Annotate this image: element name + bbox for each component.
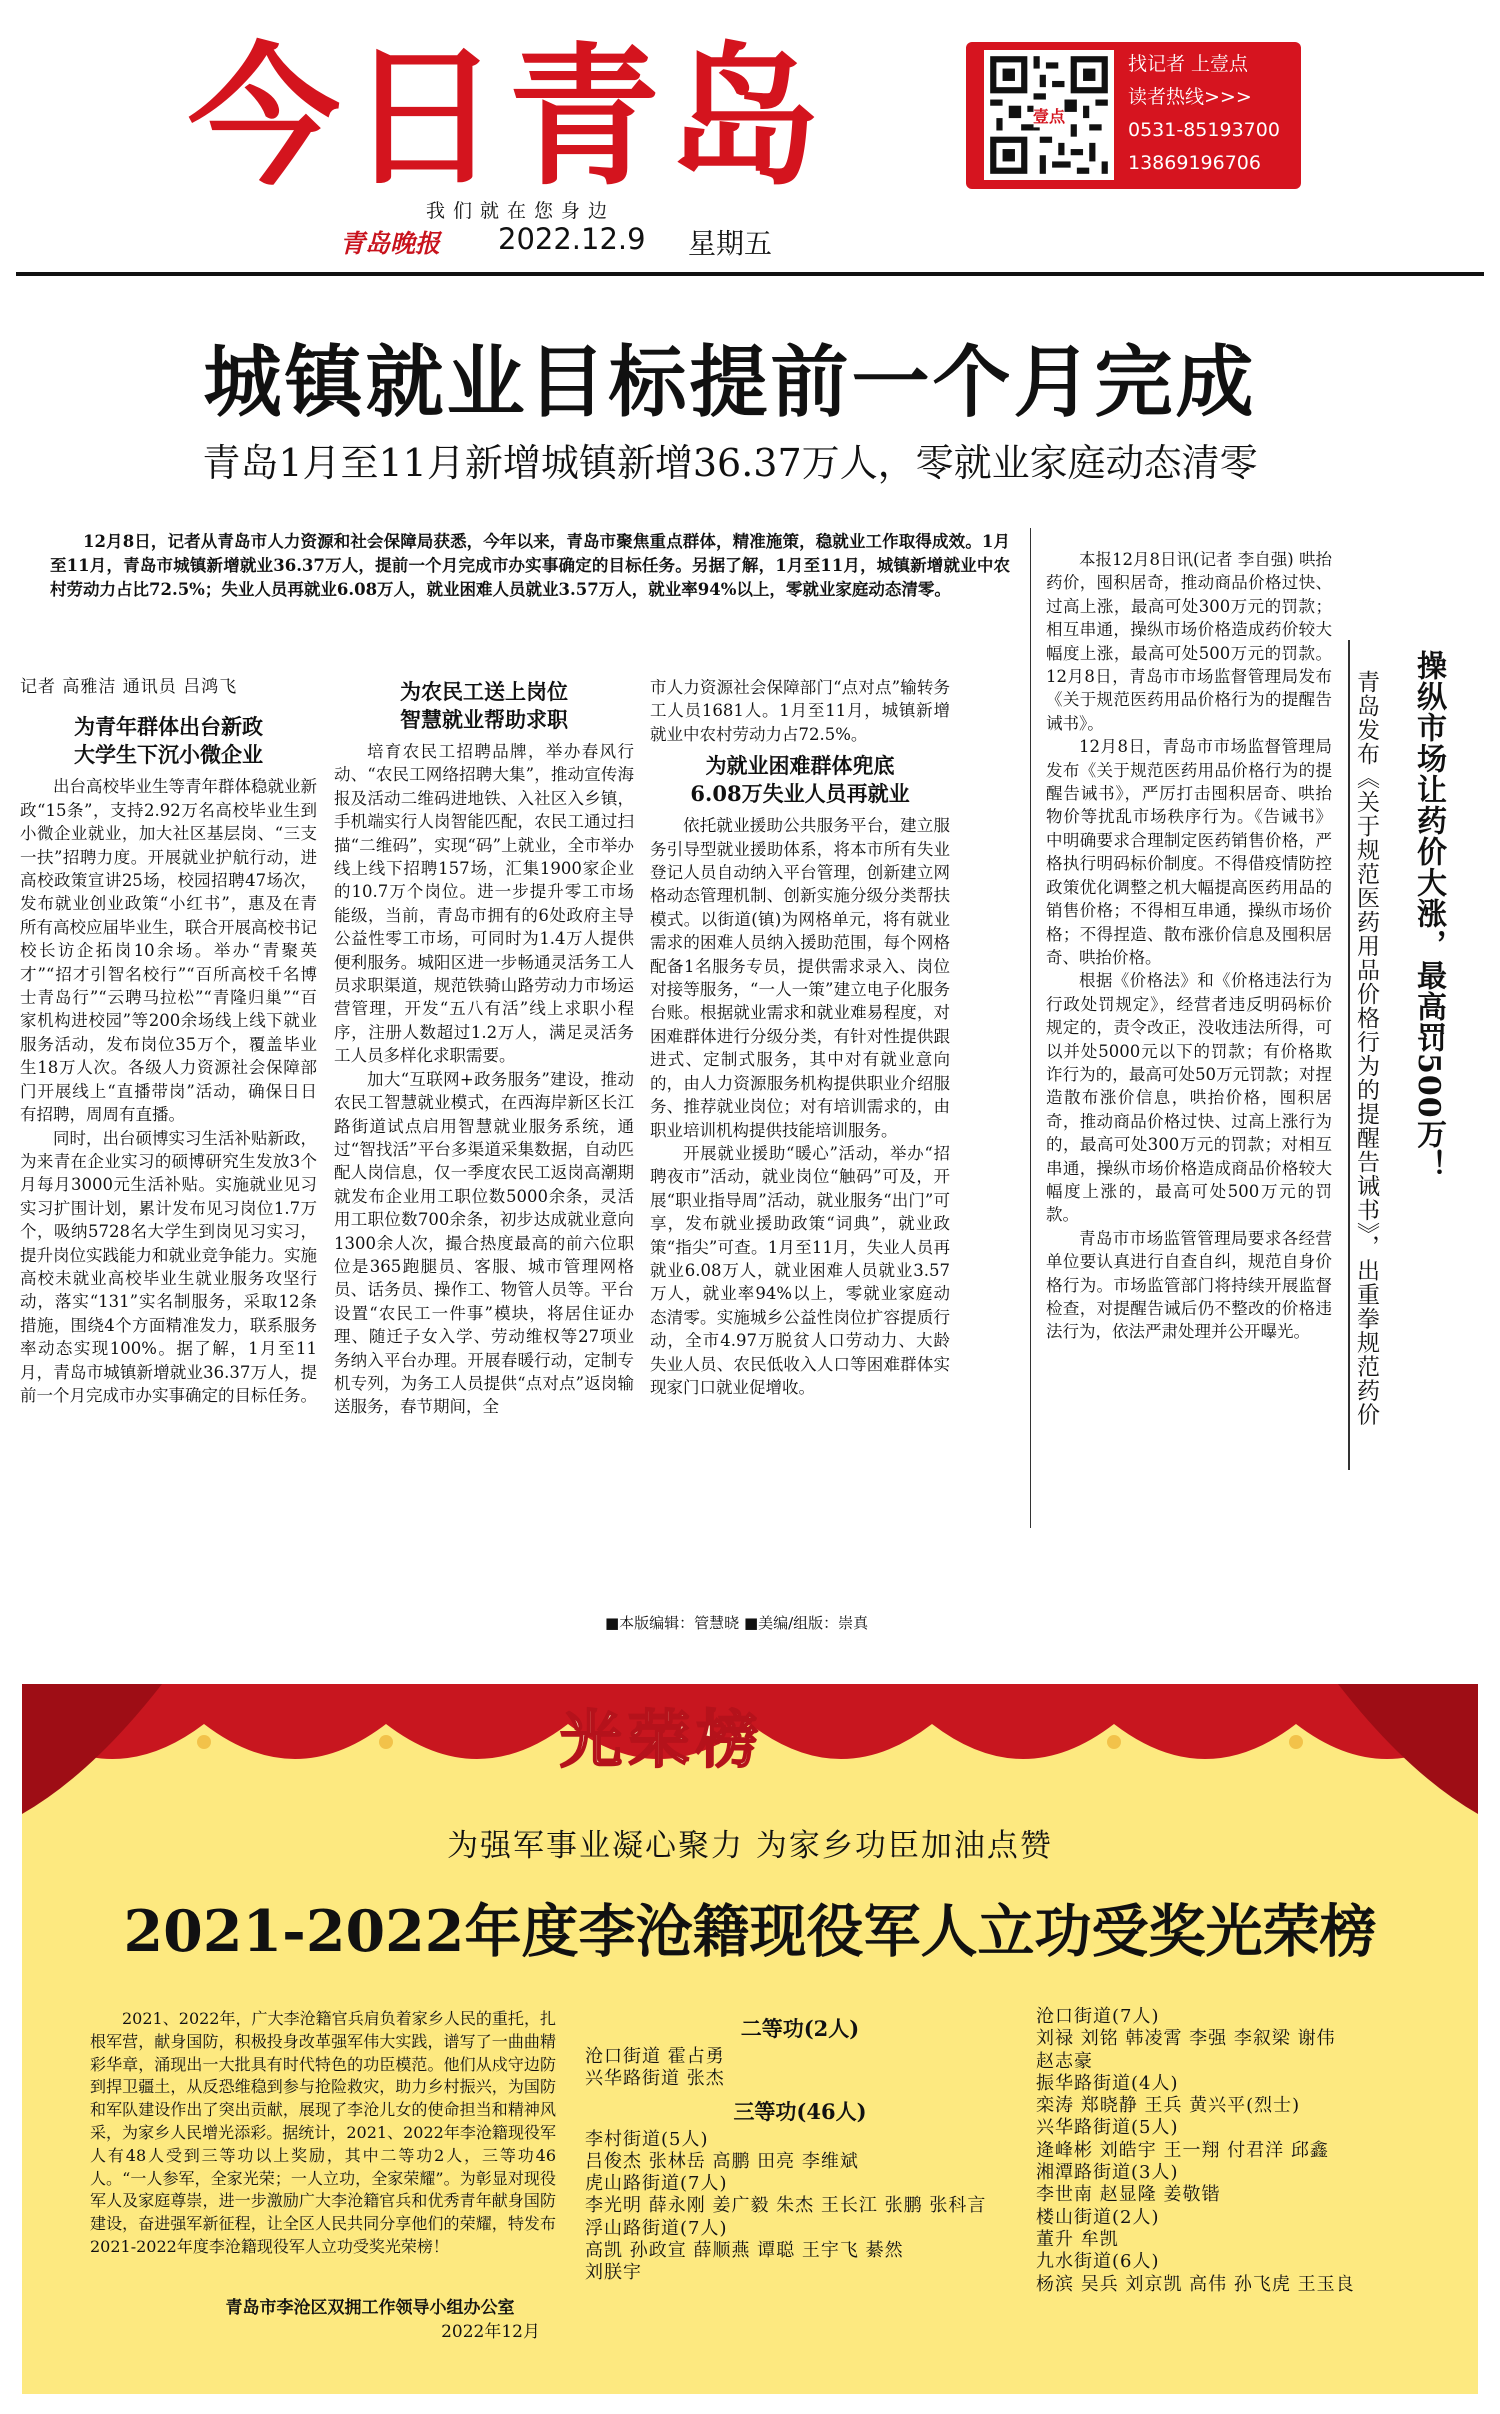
paragraph: 培育农民工招聘品牌，举办春风行动、“农民工网络招聘大集”，推动宣传海报及活动二维码进地铁、入社区入乡镇，手机端实行人岗智能匹配，农民工通过扫描“二维码”，实现“码”上就业，全市举办线上线下招聘157场，汇集1900家企业的10.7万个岗位。进一步提升零工市场能级，当前，青岛市拥有的6处政府主导公益性零工市场，可同时为1.4万人提供便利服务。城阳区进一步畅通灵活务工人员求职渠道，规范铁骑山路劳动力市场运营管理，开发“五八有活”线上求职小程序，注册人数超过1.2万人，满足灵活务工人员多样化求职需要。	[334, 742, 634, 1066]
reader-hotline	[1128, 48, 1300, 180]
issue-weekday: 星期五	[688, 227, 773, 260]
award-line: 高凯 孙政宣 薛顺燕 谭聪 王宇飞 綦然	[585, 2240, 904, 2262]
honor-motto: 为强军事业凝心聚力 为家乡功臣加油点赞	[447, 1828, 1053, 1864]
award-line: 栾涛 郑晓静 王兵 黄兴平(烈士)	[1036, 2095, 1301, 2117]
slogan: 我们就在您身边	[426, 200, 616, 222]
section-heading-youth: 为青年群体出台新政 大学生下沉小微企业	[74, 714, 263, 768]
byline: 记者 高雅洁 通讯员 吕鸿飞	[20, 677, 238, 697]
masthead-divider	[16, 272, 1484, 276]
paragraph: 青岛市市场监管管理局要求各经营单位要认真进行自查自纠，规范自身价格行为。市场监管部门将持续开展监督检查，对提醒告诫后仍不整改的价格违法行为，依法严肃处理并公开曝光。	[1046, 1228, 1332, 1342]
logo-text: 今日青岛	[188, 29, 828, 192]
award-line: 吕俊杰 张林岳 高鹏 田亮 李维斌	[585, 2150, 859, 2172]
side-article-subtitle: 青岛发布《关于规范医药用品价格行为的提醒告诫书》，出重拳规范药价	[1353, 670, 1379, 1427]
newspaper-logo	[188, 22, 948, 192]
honor-roll-logo: 光荣榜	[560, 1703, 765, 1776]
brand-name: 青岛晚报	[340, 229, 441, 258]
honor-issuer	[180, 2296, 560, 2344]
lead-paragraph: 12月8日，记者从青岛市人力资源和社会保障局获悉，今年以来，青岛市聚焦重点群体，精准施策，稳就业工作取得成效。1月至11月，青岛市城镇新增就业36.37万人，提前一个月完成市办实事确定的目标任务。另据了解，1月至11月，城镇新增就业中农村劳动力占比72.5%；失业人员再就业6.08万人，就业困难人员就业3.57万人，就业率94%以上，零就业家庭动态清零。	[50, 532, 1010, 599]
hotline-phone-1[interactable]: 0531-85193700	[1128, 119, 1280, 141]
paragraph: 出台高校毕业生等青年群体稳就业新政“15条”，支持2.92万名高校毕业生到小微企业就业，加大社区基层岗、“三支一扶”招聘力度。开展就业护航行动，进高校政策宣讲25场，校园招聘47场次，发布就业创业政策“小红书”，惠及在青所有高校应届毕业生，联合开展高校书记校长访企拓岗10余场。举办“青聚英才”“招才引智名校行”“百所高校千名博士青岛行”“云聘马拉松”“青隆归巢”“百家机构进校园”等200余场线上线下就业服务活动，发布岗位35万个，覆盖毕业生18万人次。各级人力资源社会保障部门开展线上“直播带岗”活动，确保日日有招聘，周周有直播。	[20, 777, 317, 1125]
honor-intro: 2021、2022年，广大李沧籍官兵肩负着家乡人民的重托，扎根军营，献身国防，积极投身改革强军伟大实践，谱写了一曲曲精彩华章，涌现出一大批具有时代特色的功臣模范。他们从戍守边防到捍卫疆土，从反恐维稳到参与抢险救灾，助力乡村振兴，为国防和军队建设作出了突出贡献，展现了李沧儿女的使命担当和精神风采，为家乡人民增光添彩。据统计，2021、2022年李沧籍现役军人有48人受到三等功以上奖励，其中二等功2人，三等功46人。“一人参军，全家光荣；一人立功，全家荣耀”。为彰显对现役军人及家庭尊崇，进一步激励广大李沧籍官兵和优秀青年献身国防建设，奋进强军新征程，让全区人民共同分享他们的荣耀，特发布2021-2022年度李沧籍现役军人立功受奖光荣榜！	[90, 2009, 556, 2256]
award-line: 李世南 赵显隆 姜敬锴	[1036, 2184, 1221, 2206]
section-heading-hardship: 为就业困难群体兜底 6.08万失业人员再就业	[690, 753, 910, 807]
award-list-right	[1036, 2006, 1456, 2296]
article-column-3	[650, 676, 950, 1399]
issue-date: 2022.12.9	[498, 222, 646, 256]
subheadline: 青岛1月至11月新增城镇新增36.37万人，零就业家庭动态清零	[202, 441, 1258, 485]
paragraph: 根据《价格法》和《价格违法行为行政处罚规定》，经营者违反明码标价规定的，责令改正，没收违法所得，可以并处5000元以下的罚款；有价格欺诈行为的，最高可处50万元罚款；对捏造散布涨价信息，哄抬价格，囤积居奇，推动商品价格过快、过高上涨行为的，最高可处300万元的罚款；对相互串通，操纵市场价格造成商品价格较大幅度上涨的，最高可处500万元的罚款。	[1046, 971, 1332, 1225]
paragraph: 本报12月8日讯(记者 李自强) 哄抬药价，囤积居奇，推动商品价格过快、过高上涨，最高可处300万元的罚款；相互串通，操纵市场价格造成药价较大幅度上涨，最高可处500万元的罚款。12月8日，青岛市市场监督管理局发布《关于规范医药用品价格行为的提醒告诫书》。	[1046, 550, 1332, 733]
article-column-1	[20, 676, 317, 1407]
award-line: 李光明 薛永刚 姜广毅 朱杰 王长江 张鹏 张科言	[585, 2195, 987, 2217]
award-line: 逄峰彬 刘皓宇 王一翔 付君洋 邱鑫	[1036, 2139, 1329, 2161]
second-class-heading: 二等功(2人)	[740, 2016, 860, 2041]
third-class-heading: 三等功(46人)	[733, 2098, 867, 2124]
hotline-line-1: 找记者 上壹点	[1128, 53, 1249, 75]
award-line: 杨滨 吴兵 刘京凯 高伟 孙飞虎 王玉良	[1036, 2273, 1355, 2295]
issuer-date: 2022年12月	[441, 2322, 540, 2342]
side-article-title: 操纵市场让药价大涨，最高罚500万！	[1411, 650, 1446, 1181]
section-heading-migrant-workers: 为农民工送上岗位 智慧就业帮助求职	[400, 679, 568, 732]
award-line: 九水街道(6人)	[1036, 2251, 1160, 2273]
award-line: 刘禄 刘铭 韩凌霄 李强 李叙梁 谢伟	[1036, 2028, 1336, 2050]
editor-credit: ■本版编辑：管慧晓 ■美编/组版：崇真	[605, 1614, 869, 1632]
award-line: 虎山路街道(7人)	[585, 2173, 728, 2195]
award-line: 楼山街道(2人)	[1036, 2206, 1160, 2228]
award-list-left	[585, 2012, 1015, 2285]
award-line: 李村街道(5人)	[585, 2128, 709, 2150]
paragraph: 12月8日，青岛市市场监督管理局发布《关于规范医药用品价格行为的提醒告诫书》，严厉打击囤积居奇、哄抬物价等扰乱市场秩序行为。《告诫书》中明确要求合理制定医药销售价格，严格执行明码标价制度。不得借疫情防控政策优化调整之机大幅提高医药用品的销售价格；不得相互串通，操纵市场价格；不得捏造、散布涨价信息及囤积居奇、哄抬价格。	[1046, 737, 1332, 967]
paragraph: 加大“互联网+政务服务”建设，推动农民工智慧就业模式，在西海岸新区长江路街道试点启用智慧就业服务系统，通过“智找活”平台多渠道采集数据，自动匹配人岗信息，仅一季度农民工返岗高潮期就发布企业用工职位数5000余条，灵活用工职位数700余条，初步达成就业意向1300余人次，撮合热度最高的前六位职位是365跑腿员、客服、城市管理网格员、话务员、操作工、物管人员等。平台设置“农民工一件事”模块，将居住证办理、随迁子女入学、劳动维权等27项业务纳入平台办理。开展春暖行动，定制专机专列，为务工人员提供“点对点”返岗输送服务，春节期间，全	[334, 1069, 634, 1417]
award-line: 振华路街道(4人)	[1036, 2072, 1179, 2094]
qr-code-icon[interactable]	[984, 50, 1114, 180]
column-divider	[1030, 528, 1031, 1528]
award-line: 赵志豪	[1036, 2050, 1093, 2072]
headline: 城镇就业目标提前一个月完成	[203, 337, 1257, 428]
hotline-line-2: 读者热线>>>	[1128, 86, 1252, 108]
article-column-2	[334, 676, 634, 1419]
issuer-name: 青岛市李沧区双拥工作领导小组办公室	[225, 2298, 515, 2318]
award-line: 沧口街道(7人)	[1036, 2006, 1160, 2027]
honor-title: 2021-2022年度李沧籍现役军人立功受奖光荣榜	[123, 1898, 1377, 1965]
paragraph: 开展就业援助“暖心”活动，举办“招聘夜市”活动，就业岗位“触码”可及，开展“职业指导周”活动，就业服务“出门”可享，发布就业援助政策“词典”，就业政策“指尖”可查。1月至11月，失业人员再就业6.08万人，就业困难人员就业3.57万人，就业率94%以上，零就业家庭动态清零。实施城乡公益性岗位扩容提质行动，全市4.97万脱贫人口劳动力、大龄失业人员、农民低收入人口等困难群体实现家门口就业促增收。	[650, 1143, 950, 1397]
hotline-phone-2[interactable]: 13869196706	[1128, 152, 1261, 174]
paragraph: 依托就业援助公共服务平台，建立服务引导型就业援助体系，将本市所有失业登记人员自动纳入平台管理，创新建立网格动态管理机制、创新实施分级分类帮扶模式。以街道(镇)为网格单元，将有就业需求的困难人员纳入援助范围，每个网格配备1名服务专员，提供需求录入、岗位对接等服务，“一人一策”建立电子化服务台账。根据就业需求和就业难易程度，对困难群体进行分级分类，有针对性提供跟进式、定制式服务，其中对有就业意向的，由人力资源服务机构提供职业介绍服务、推荐就业岗位；对有培训需求的，由职业培训机构提供技能培训服务。	[650, 816, 950, 1140]
award-line: 董升 牟凯	[1036, 2228, 1119, 2250]
paragraph: 同时，出台硕博实习生活补贴新政，为来青在企业实习的硕博研究生发放3个月每月3000元生活补贴。实施就业见习实习扩围计划，累计发布见习岗位1.7万个，吸纳5728名大学生到岗见习实习，提升岗位实践能力和就业竞争能力。实施高校未就业高校毕业生就业服务攻坚行动，落实“131”实名制服务，采取12条措施，围绕4个方面精准发力，联系服务率动态实现100%。据了解，1月至11月，青岛市城镇新增就业36.37万人，提前一个月完成市办实事确定的目标任务。	[20, 1128, 317, 1405]
qr-logo-text: 壹点	[1032, 106, 1066, 126]
side-article-body	[1046, 548, 1332, 1344]
award-line: 湘潭路街道(3人)	[1036, 2162, 1179, 2184]
award-line: 兴华路街道 张杰	[585, 2068, 725, 2090]
award-line: 兴华路街道(5人)	[1036, 2117, 1179, 2139]
award-line: 沧口街道 霍占勇	[585, 2046, 725, 2067]
award-line: 刘朕宇	[585, 2262, 642, 2284]
award-line: 浮山路街道(7人)	[585, 2217, 728, 2239]
paragraph: 市人力资源社会保障部门“点对点”输转务工人员1681人。1月至11月，城镇新增就业中农村劳动力占72.5%。	[650, 678, 950, 744]
